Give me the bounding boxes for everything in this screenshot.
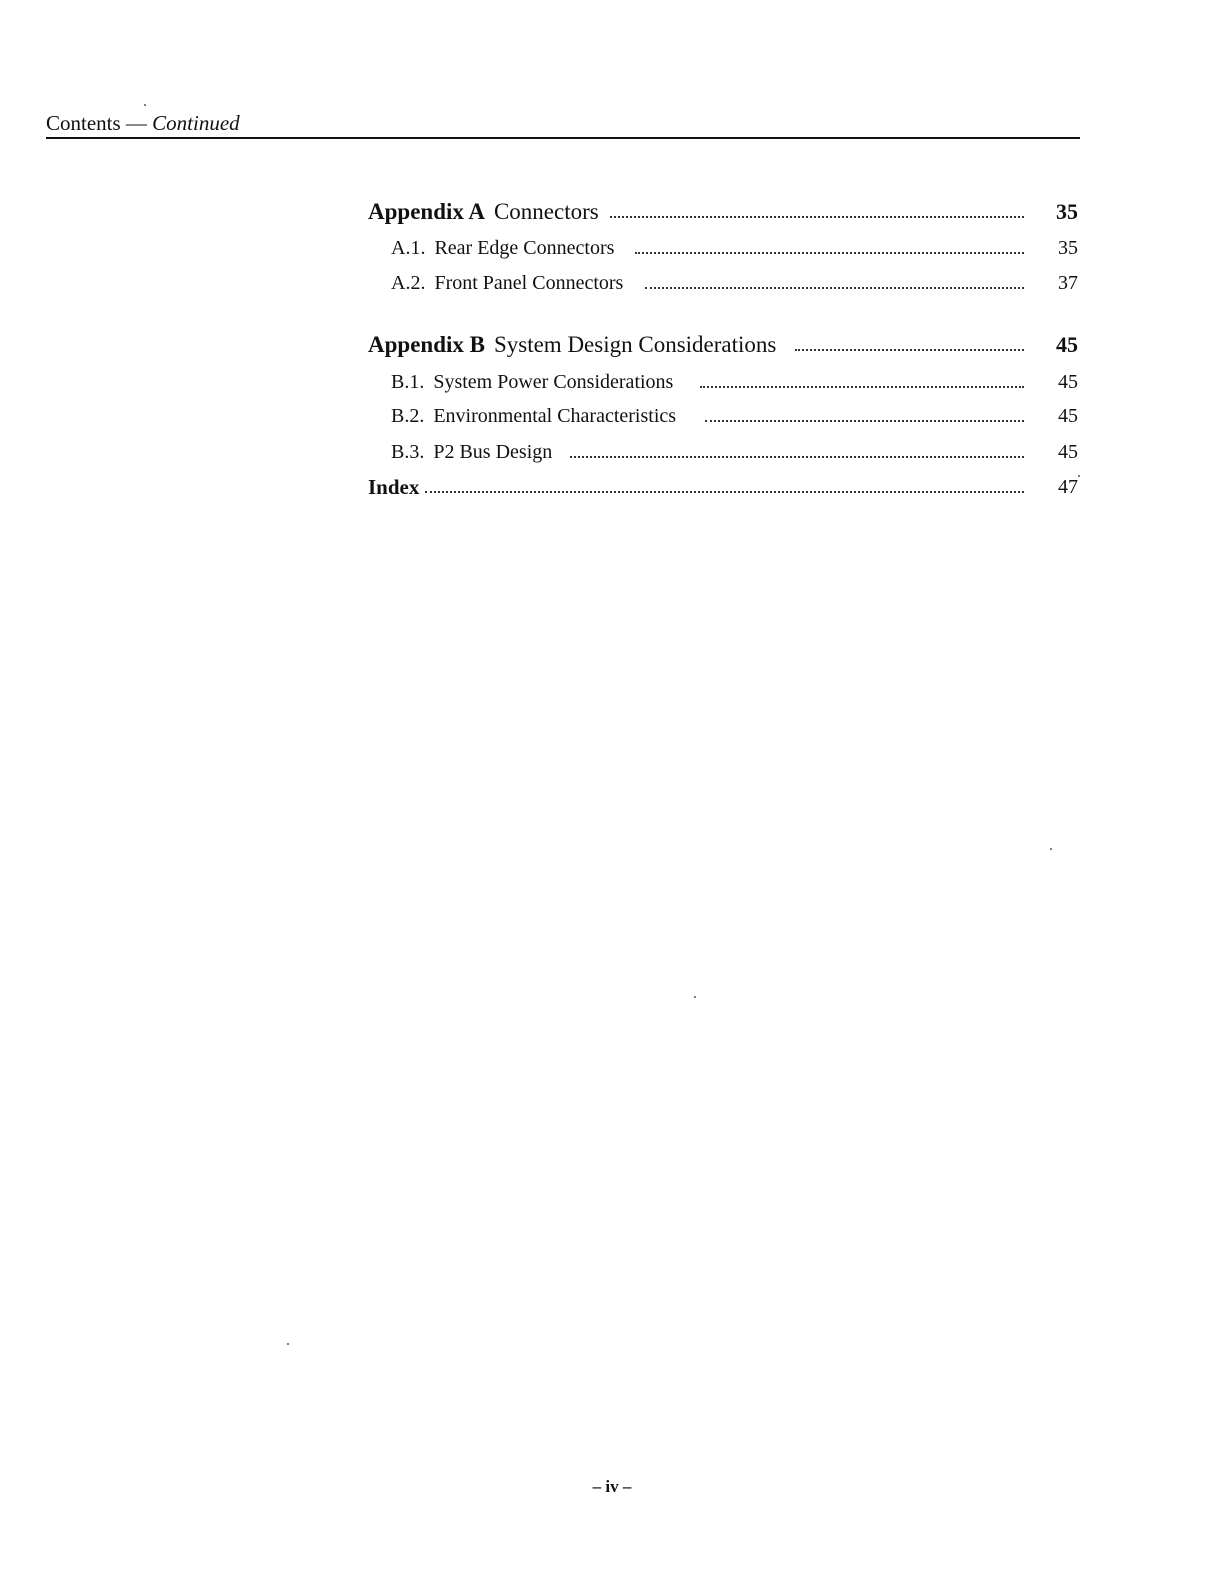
dot-leader: [570, 456, 1024, 458]
toc-entry-label: [391, 367, 679, 397]
scan-speck: [1078, 475, 1080, 477]
toc-entry-label: [368, 330, 782, 360]
scan-speck: [144, 104, 146, 106]
toc-entry-number: Appendix B: [368, 332, 485, 357]
running-head-separator: —: [125, 111, 147, 135]
toc-entry-page: 45: [1058, 405, 1078, 427]
dot-leader: [635, 252, 1024, 254]
toc-entry-title: Index: [368, 472, 425, 502]
toc-entry-a1[interactable]: [0, 233, 1224, 263]
toc-entry-title: System Design Considerations: [493, 332, 777, 357]
dot-leader: [705, 420, 1024, 422]
toc-entry-label: [391, 437, 558, 467]
toc-entry-number: A.1.: [391, 237, 426, 259]
running-head-continued: Continued: [152, 111, 240, 135]
toc-entry-number: A.2.: [391, 272, 426, 294]
toc-entry-b2[interactable]: [0, 401, 1224, 431]
toc-entry-title: Front Panel Connectors: [434, 272, 624, 294]
toc-entry-page: 37: [1058, 272, 1078, 294]
toc-entry-number: B.3.: [391, 441, 425, 463]
dot-leader: [425, 491, 1024, 493]
dot-leader: [700, 386, 1024, 388]
page-number: – iv –: [592, 1477, 632, 1496]
toc-entry-number: B.2.: [391, 405, 425, 427]
toc-entry-title: Rear Edge Connectors: [434, 237, 615, 259]
toc-entry-label: [391, 401, 682, 431]
toc-entry-label: [391, 268, 629, 298]
running-head-title: Contents: [46, 111, 121, 135]
toc-entry-title: Environmental Characteristics: [433, 405, 677, 427]
toc-entry-page: 45: [1058, 441, 1078, 463]
toc-entry-page: 35: [1056, 199, 1078, 224]
toc-entry-title: Connectors: [493, 199, 599, 224]
toc-entry-number: Appendix A: [368, 199, 485, 224]
dot-leader: [610, 216, 1024, 218]
toc-entry-appendix-a[interactable]: [0, 197, 1224, 227]
toc-entry-page: 47: [1058, 476, 1078, 498]
toc-entry-page: 45: [1056, 332, 1078, 357]
toc-entry-label: [368, 197, 605, 227]
scan-speck: [1050, 848, 1052, 850]
toc-entry-number: B.1.: [391, 371, 425, 393]
toc-entry-page: 45: [1058, 371, 1078, 393]
toc-entry-b3[interactable]: [0, 437, 1224, 467]
toc-entry-a2[interactable]: [0, 268, 1224, 298]
toc-entry-title: System Power Considerations: [433, 371, 674, 393]
toc-entry-page: 35: [1058, 237, 1078, 259]
dot-leader: [645, 287, 1024, 289]
toc-entry-b1[interactable]: [0, 367, 1224, 397]
toc-entry-label: [391, 233, 620, 263]
scan-speck: [287, 1343, 289, 1345]
toc-entry-title: P2 Bus Design: [433, 441, 553, 463]
toc-entry-index[interactable]: [0, 472, 1224, 502]
dot-leader: [795, 349, 1024, 351]
scan-speck: [694, 996, 696, 998]
toc-entry-appendix-b[interactable]: [0, 330, 1224, 360]
